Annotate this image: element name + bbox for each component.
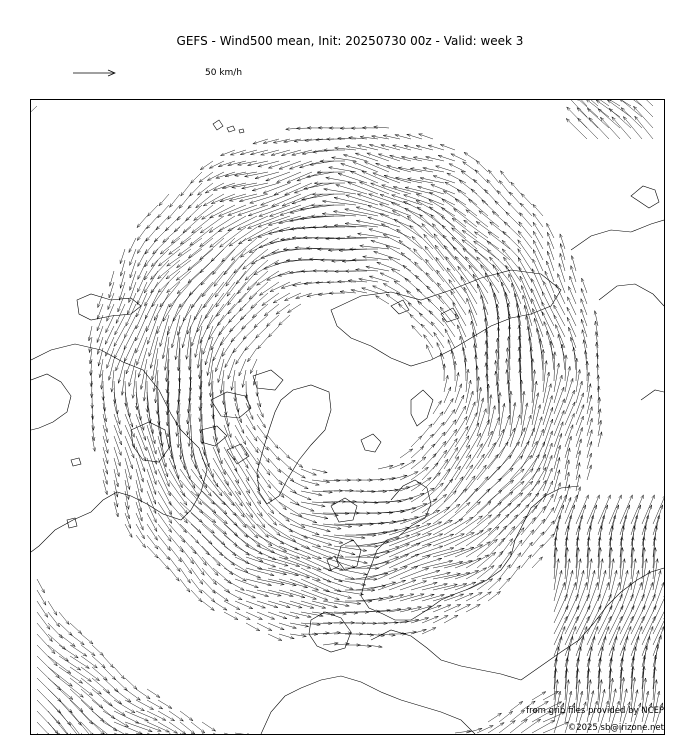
chart-title: GEFS - Wind500 mean, Init: 20250730 00z - Valid: week 3: [176, 34, 524, 48]
reference-vector-label: 50 km/h: [205, 68, 243, 78]
wind-arrow-paths: [31, 100, 664, 734]
wind-vectors: [31, 100, 664, 734]
author-credit: ©2025 sb@irizone.net: [567, 723, 664, 733]
data-source-credit: from grib files provided by NCEP: [526, 706, 664, 716]
reference-arrow-icon: [72, 66, 122, 80]
map-frame[interactable]: [30, 99, 665, 735]
wind-map[interactable]: [31, 100, 664, 734]
